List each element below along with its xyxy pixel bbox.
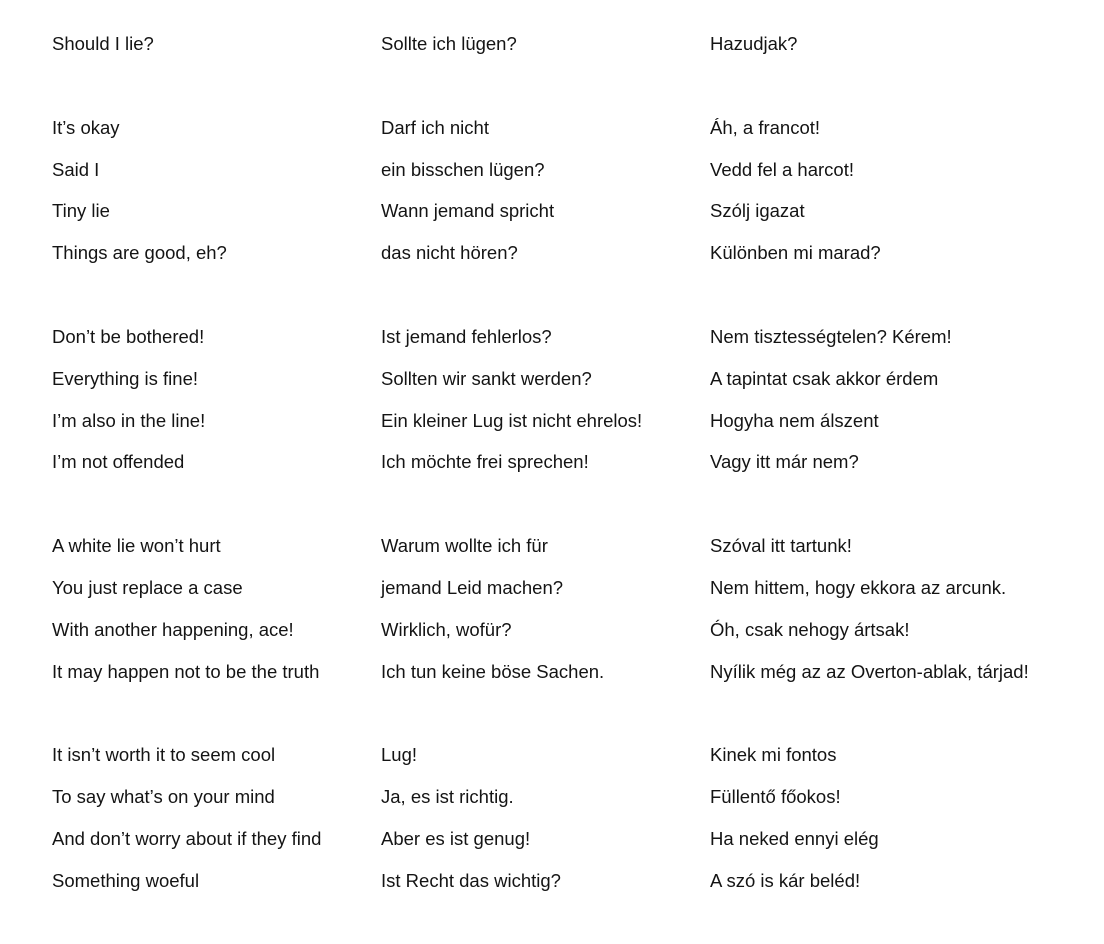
poem-line: A tapintat csak akkor érdem xyxy=(710,367,939,389)
poem-line: Tiny lie xyxy=(52,200,110,222)
stanza xyxy=(381,734,710,901)
english-column xyxy=(52,23,381,944)
poem-line: It’s okay xyxy=(52,116,120,138)
poem-line: Füllentő főokos! xyxy=(710,786,841,808)
stanza xyxy=(710,316,1104,483)
poem-translations xyxy=(52,23,1104,944)
poem-line: It may happen not to be the truth xyxy=(52,660,320,682)
poem-line: Nem hittem, hogy ekkora az arcunk. xyxy=(710,576,1007,598)
poem-line: Különben mi marad? xyxy=(710,242,881,264)
poem-line: A szó is kár beléd! xyxy=(710,869,861,891)
poem-line: Óh, csak nehogy ártsak! xyxy=(710,618,910,640)
stanza xyxy=(52,23,381,65)
poem-line: Things are good, eh? xyxy=(52,242,227,264)
poem-line: Don’t be bothered! xyxy=(52,325,205,347)
stanza xyxy=(381,316,710,483)
poem-line: I’m also in the line! xyxy=(52,409,206,431)
stanza xyxy=(52,316,381,483)
poem-line: Áh, a francot! xyxy=(710,116,821,138)
poem-line: Warum wollte ich für xyxy=(381,535,548,557)
poem-line: Sollten wir sankt werden? xyxy=(381,367,592,389)
poem-line: Aber es ist genug! xyxy=(381,827,531,849)
poem-line: Ist Recht das wichtig? xyxy=(381,869,561,891)
poem-line: I’m not offended xyxy=(52,451,185,473)
poem-line: Vedd fel a harcot! xyxy=(710,158,854,180)
stanza xyxy=(52,107,381,274)
poem-title-german: Sollte ich lügen? xyxy=(381,33,517,54)
poem-line: Something woeful xyxy=(52,869,200,891)
stanza xyxy=(52,734,381,901)
poem-line: Lug! xyxy=(381,744,418,766)
poem-line: A white lie won’t hurt xyxy=(52,535,221,557)
poem-line: Ha neked ennyi elég xyxy=(710,827,879,849)
poem-line: Ja, es ist richtig. xyxy=(381,786,514,808)
poem-line: You just replace a case xyxy=(52,576,243,598)
poem-line: Vagy itt már nem? xyxy=(710,451,859,473)
poem-line: das nicht hören? xyxy=(381,242,518,264)
stanza xyxy=(381,525,710,692)
stanza xyxy=(710,107,1104,274)
stanza xyxy=(710,525,1104,692)
stanza xyxy=(710,23,1104,65)
poem-line: Nyílik még az az Overton-ablak, tárjad! xyxy=(710,660,1029,682)
stanza xyxy=(710,734,1104,901)
poem-line: Ist jemand fehlerlos? xyxy=(381,325,552,347)
poem-line: To say what’s on your mind xyxy=(52,786,275,808)
poem-line: With another happening, ace! xyxy=(52,618,294,640)
poem-line: ein bisschen lügen? xyxy=(381,158,545,180)
poem-line: Everything is fine! xyxy=(52,367,199,389)
poem-line: Said I xyxy=(52,158,100,180)
poem-line: Ich tun keine böse Sachen. xyxy=(381,660,605,682)
poem-line: Nem tisztességtelen? Kérem! xyxy=(710,325,952,347)
hungarian-column xyxy=(710,23,1104,944)
poem-line: Kinek mi fontos xyxy=(710,744,837,766)
poem-line: Darf ich nicht xyxy=(381,116,489,138)
poem-line: jemand Leid machen? xyxy=(381,576,564,598)
poem-title-english: Should I lie? xyxy=(52,33,154,54)
poem-line: Ein kleiner Lug ist nicht ehrelos! xyxy=(381,409,643,431)
stanza xyxy=(52,525,381,692)
poem-line: Ich möchte frei sprechen! xyxy=(381,451,589,473)
stanza xyxy=(381,23,710,65)
stanza xyxy=(381,107,710,274)
german-column xyxy=(381,23,710,944)
poem-line: It isn’t worth it to seem cool xyxy=(52,744,276,766)
poem-line: Szóval itt tartunk! xyxy=(710,535,852,557)
poem-title-hungarian: Hazudjak? xyxy=(710,33,798,54)
poem-line: Wirklich, wofür? xyxy=(381,618,512,640)
poem-line: Hogyha nem álszent xyxy=(710,409,879,431)
poem-line: Szólj igazat xyxy=(710,200,805,222)
poem-line: And don’t worry about if they find xyxy=(52,827,322,849)
poem-line: Wann jemand spricht xyxy=(381,200,555,222)
